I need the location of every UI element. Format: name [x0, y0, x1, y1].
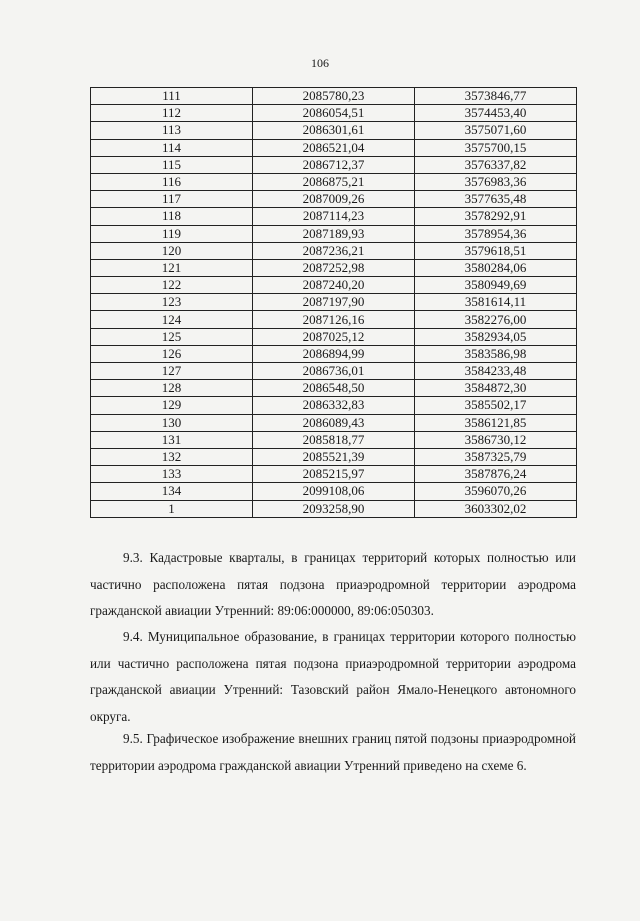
point-number-cell: 120 — [91, 242, 253, 259]
table-row — [91, 259, 577, 276]
table-row — [91, 363, 577, 380]
x-coordinate-cell: 2087197,90 — [253, 294, 415, 311]
y-coordinate-cell: 3576337,82 — [415, 156, 577, 173]
y-coordinate-cell: 3587325,79 — [415, 448, 577, 465]
point-number-cell: 123 — [91, 294, 253, 311]
x-coordinate-cell: 2085521,39 — [253, 448, 415, 465]
table-row — [91, 483, 577, 500]
x-coordinate-cell: 2087252,98 — [253, 259, 415, 276]
y-coordinate-cell: 3574453,40 — [415, 105, 577, 122]
y-coordinate-cell: 3586730,12 — [415, 431, 577, 448]
point-number-cell: 119 — [91, 225, 253, 242]
y-coordinate-cell: 3596070,26 — [415, 483, 577, 500]
table-row — [91, 225, 577, 242]
x-coordinate-cell: 2099108,06 — [253, 483, 415, 500]
y-coordinate-cell: 3603302,02 — [415, 500, 577, 517]
point-number-cell: 116 — [91, 173, 253, 190]
x-coordinate-cell: 2087240,20 — [253, 277, 415, 294]
table-row — [91, 328, 577, 345]
table-row — [91, 397, 577, 414]
y-coordinate-cell: 3581614,11 — [415, 294, 577, 311]
x-coordinate-cell: 2086894,99 — [253, 345, 415, 362]
table-row — [91, 311, 577, 328]
x-coordinate-cell: 2086089,43 — [253, 414, 415, 431]
x-coordinate-cell: 2087126,16 — [253, 311, 415, 328]
point-number-cell: 113 — [91, 122, 253, 139]
point-number-cell: 127 — [91, 363, 253, 380]
y-coordinate-cell: 3585502,17 — [415, 397, 577, 414]
page-number: 106 — [311, 56, 329, 70]
table-row — [91, 294, 577, 311]
point-number-cell: 117 — [91, 191, 253, 208]
y-coordinate-cell: 3575700,15 — [415, 139, 577, 156]
coordinates-table — [90, 87, 577, 518]
point-number-cell: 111 — [91, 88, 253, 105]
x-coordinate-cell: 2085215,97 — [253, 466, 415, 483]
y-coordinate-cell: 3577635,48 — [415, 191, 577, 208]
x-coordinate-cell: 2087189,93 — [253, 225, 415, 242]
x-coordinate-cell: 2086548,50 — [253, 380, 415, 397]
table-row — [91, 88, 577, 105]
y-coordinate-cell: 3579618,51 — [415, 242, 577, 259]
point-number-cell: 133 — [91, 466, 253, 483]
x-coordinate-cell: 2087009,26 — [253, 191, 415, 208]
y-coordinate-cell: 3575071,60 — [415, 122, 577, 139]
point-number-cell: 125 — [91, 328, 253, 345]
x-coordinate-cell: 2086054,51 — [253, 105, 415, 122]
x-coordinate-cell: 2085780,23 — [253, 88, 415, 105]
table-row — [91, 156, 577, 173]
x-coordinate-cell: 2087236,21 — [253, 242, 415, 259]
paragraph-9-4: 9.4. Муниципальное образование, в границах территории которого полностью или частично расположена пятая подзона приаэродромной территории аэродрома гражданской авиации Утренний: Тазовский район Ямало-Ненецкого автономного округа. — [90, 629, 576, 724]
table-row — [91, 380, 577, 397]
x-coordinate-cell: 2086875,21 — [253, 173, 415, 190]
table-row — [91, 277, 577, 294]
table-row — [91, 448, 577, 465]
x-coordinate-cell: 2087114,23 — [253, 208, 415, 225]
table-row — [91, 414, 577, 431]
y-coordinate-cell: 3576983,36 — [415, 173, 577, 190]
paragraph-9-3: 9.3. Кадастровые кварталы, в границах территорий которых полностью или частично расположена пятая подзона приаэродромной территории аэродрома гражданской авиации Утренний: 89:06:000000, 89:06:050303. — [90, 550, 576, 618]
table-row — [91, 105, 577, 122]
table-row — [91, 345, 577, 362]
table-row — [91, 242, 577, 259]
coordinates-table-body — [91, 88, 577, 518]
table-row — [91, 122, 577, 139]
table-row — [91, 466, 577, 483]
y-coordinate-cell: 3583586,98 — [415, 345, 577, 362]
y-coordinate-cell: 3582276,00 — [415, 311, 577, 328]
x-coordinate-cell: 2086332,83 — [253, 397, 415, 414]
x-coordinate-cell: 2086712,37 — [253, 156, 415, 173]
point-number-cell: 129 — [91, 397, 253, 414]
y-coordinate-cell: 3586121,85 — [415, 414, 577, 431]
point-number-cell: 112 — [91, 105, 253, 122]
y-coordinate-cell: 3587876,24 — [415, 466, 577, 483]
point-number-cell: 132 — [91, 448, 253, 465]
x-coordinate-cell: 2086521,04 — [253, 139, 415, 156]
point-number-cell: 134 — [91, 483, 253, 500]
table-row — [91, 500, 577, 517]
point-number-cell: 1 — [91, 500, 253, 517]
point-number-cell: 121 — [91, 259, 253, 276]
point-number-cell: 115 — [91, 156, 253, 173]
y-coordinate-cell: 3582934,05 — [415, 328, 577, 345]
y-coordinate-cell: 3584233,48 — [415, 363, 577, 380]
paragraph-9-5: 9.5. Графическое изображение внешних границ пятой подзоны приаэродромной территории аэродрома гражданской авиации Утренний приведено на схеме 6. — [90, 731, 576, 773]
y-coordinate-cell: 3580284,06 — [415, 259, 577, 276]
table-row — [91, 139, 577, 156]
point-number-cell: 130 — [91, 414, 253, 431]
point-number-cell: 122 — [91, 277, 253, 294]
point-number-cell: 128 — [91, 380, 253, 397]
y-coordinate-cell: 3584872,30 — [415, 380, 577, 397]
x-coordinate-cell: 2085818,77 — [253, 431, 415, 448]
x-coordinate-cell: 2086736,01 — [253, 363, 415, 380]
table-row — [91, 173, 577, 190]
point-number-cell: 126 — [91, 345, 253, 362]
y-coordinate-cell: 3578292,91 — [415, 208, 577, 225]
point-number-cell: 131 — [91, 431, 253, 448]
point-number-cell: 124 — [91, 311, 253, 328]
y-coordinate-cell: 3573846,77 — [415, 88, 577, 105]
y-coordinate-cell: 3578954,36 — [415, 225, 577, 242]
point-number-cell: 118 — [91, 208, 253, 225]
table-row — [91, 191, 577, 208]
table-row — [91, 208, 577, 225]
point-number-cell: 114 — [91, 139, 253, 156]
x-coordinate-cell: 2086301,61 — [253, 122, 415, 139]
y-coordinate-cell: 3580949,69 — [415, 277, 577, 294]
x-coordinate-cell: 2093258,90 — [253, 500, 415, 517]
table-row — [91, 431, 577, 448]
x-coordinate-cell: 2087025,12 — [253, 328, 415, 345]
